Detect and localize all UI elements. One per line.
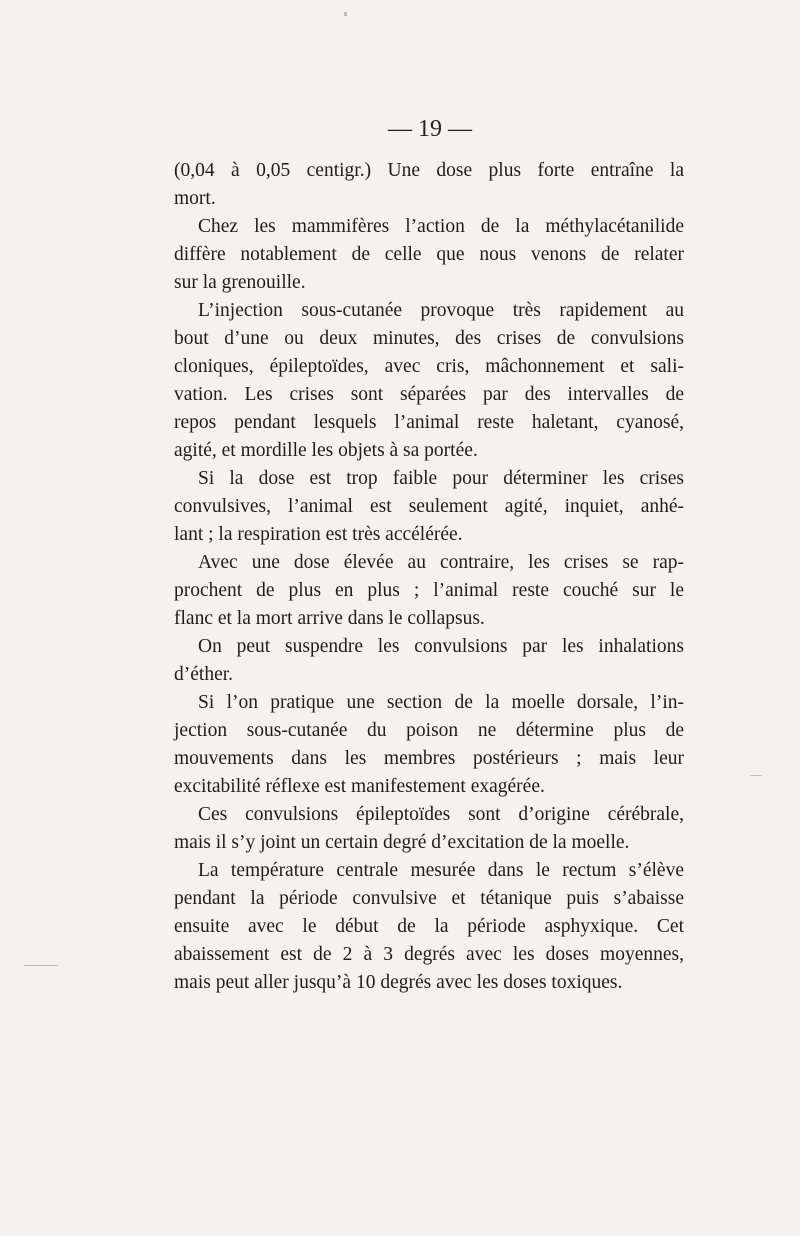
paper-speck xyxy=(344,12,347,16)
text-line: prochent de plus en plus ; l’animal reste couché sur le xyxy=(174,580,684,601)
paragraph xyxy=(174,633,684,689)
text-line: mais il s’y joint un certain degré d’excitation de la moelle. xyxy=(174,832,630,853)
paragraph xyxy=(174,801,684,857)
text-line: diffère notablement de celle que nous venons de relater xyxy=(174,244,684,265)
text-line: mort. xyxy=(174,188,216,209)
text-line: (0,04 à 0,05 centigr.) Une dose plus forte entraîne la xyxy=(174,160,684,181)
page-number: — 19 — xyxy=(388,116,472,142)
text-line: Si la dose est trop faible pour déterminer les crises xyxy=(198,468,684,489)
paper-speck xyxy=(750,775,762,776)
text-line: agité, et mordille les objets à sa portée. xyxy=(174,440,478,461)
text-line: Chez les mammifères l’action de la méthylacétanilide xyxy=(198,216,684,237)
text-line: vation. Les crises sont séparées par des intervalles de xyxy=(174,384,684,405)
text-line: Avec une dose élevée au contraire, les crises se rap- xyxy=(198,552,684,573)
text-line: bout d’une ou deux minutes, des crises de convulsions xyxy=(174,328,684,349)
text-line: flanc et la mort arrive dans le collapsus. xyxy=(174,608,485,629)
text-line: d’éther. xyxy=(174,664,234,685)
text-line: La température centrale mesurée dans le rectum s’élève xyxy=(198,860,684,881)
text-line: Ces convulsions épileptoïdes sont d’origine cérébrale, xyxy=(198,804,684,825)
text-line: Si l’on pratique une section de la moelle dorsale, l’in- xyxy=(198,692,684,713)
paragraph xyxy=(174,297,684,465)
text-line: repos pendant lesquels l’animal reste haletant, cyanosé, xyxy=(174,412,684,433)
paper-speck xyxy=(24,965,58,966)
text-line: ensuite avec le début de la période asphyxique. Cet xyxy=(174,916,684,937)
paragraph xyxy=(174,857,684,997)
text-line: convulsives, l’animal est seulement agité, inquiet, anhé- xyxy=(174,496,684,517)
text-line: jection sous-cutanée du poison ne détermine plus de xyxy=(174,720,684,741)
text-line: cloniques, épileptoïdes, avec cris, mâchonnement et sali- xyxy=(174,356,684,377)
text-line: mais peut aller jusqu’à 10 degrés avec les doses toxiques. xyxy=(174,972,623,993)
text-line: lant ; la respiration est très accélérée. xyxy=(174,524,463,545)
text-line: mouvements dans les membres postérieurs ; mais leur xyxy=(174,748,684,769)
paragraph xyxy=(174,549,684,633)
paragraph xyxy=(174,689,684,801)
text-line: pendant la période convulsive et tétanique puis s’abaisse xyxy=(174,888,684,909)
text-line: L’injection sous-cutanée provoque très rapidement au xyxy=(198,300,684,321)
text-line: sur la grenouille. xyxy=(174,272,306,293)
text-line: excitabilité réflexe est manifestement exagérée. xyxy=(174,776,545,797)
text-line: abaissement est de 2 à 3 degrés avec les doses moyennes, xyxy=(174,944,684,965)
paragraph xyxy=(174,465,684,549)
paragraph xyxy=(174,157,684,213)
paragraph xyxy=(174,213,684,297)
text-line: On peut suspendre les convulsions par les inhalations xyxy=(198,636,684,657)
body-text xyxy=(174,157,684,997)
